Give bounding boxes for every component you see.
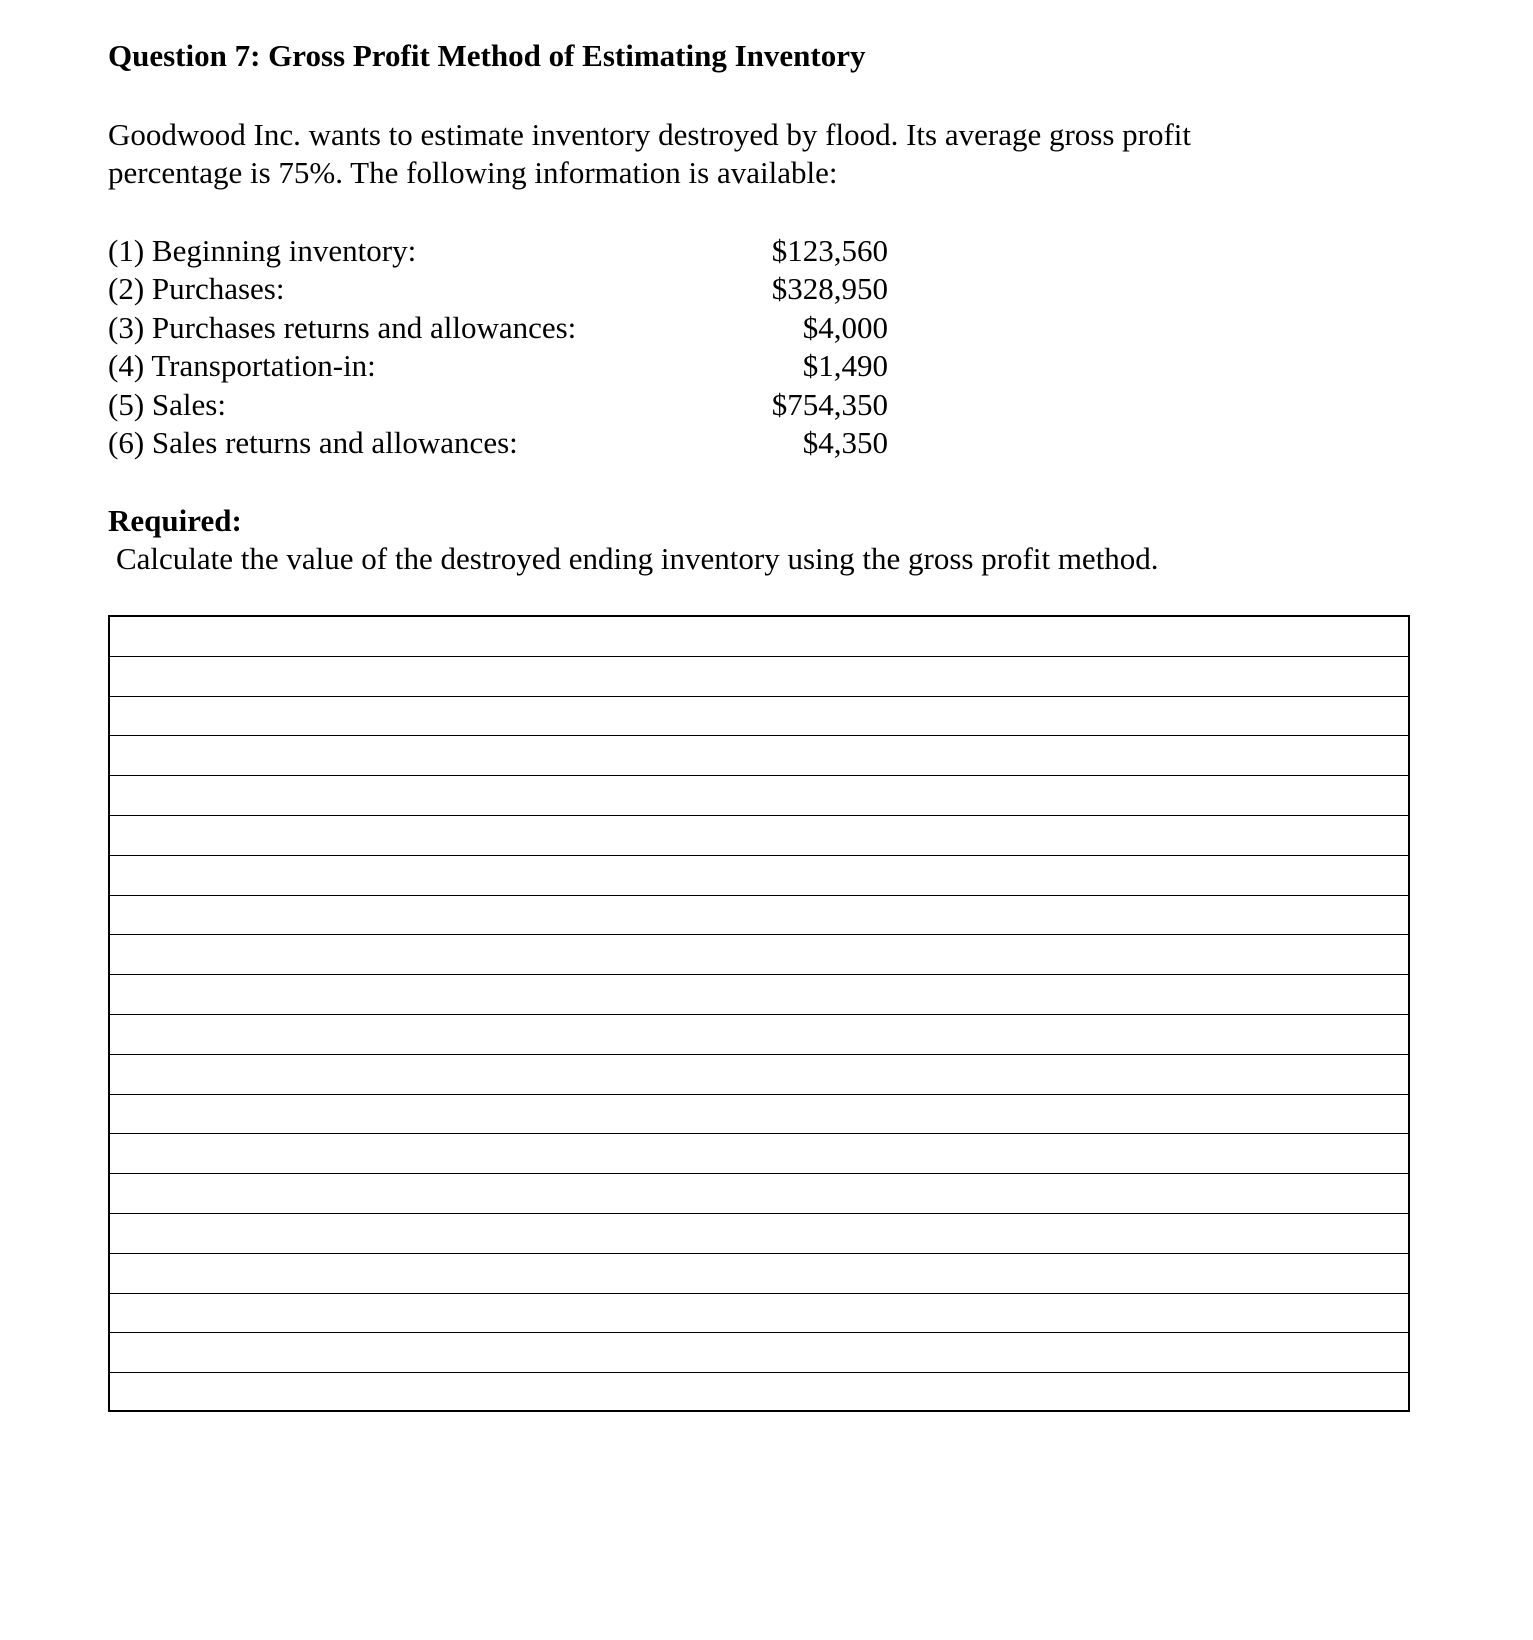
question-intro <box>108 116 1408 192</box>
data-label: (3) Purchases returns and allowances: <box>108 309 577 345</box>
data-row-transportation-in <box>108 347 888 385</box>
data-label: (2) Purchases: <box>108 271 285 307</box>
answer-row[interactable] <box>110 1254 1408 1294</box>
answer-row[interactable] <box>110 697 1408 737</box>
data-amount: $123,560 <box>771 233 888 268</box>
answer-row[interactable] <box>110 816 1408 856</box>
data-row-sales <box>108 386 888 424</box>
data-label: (4) Transportation-in: <box>108 348 376 384</box>
data-label: (1) Beginning inventory: <box>108 233 417 268</box>
answer-row[interactable] <box>110 1333 1408 1373</box>
data-row-purchases-returns <box>108 309 888 347</box>
intro-line-2: percentage is 75%. The following information is available: <box>108 155 838 190</box>
answer-grid[interactable] <box>108 615 1410 1412</box>
answer-row[interactable] <box>110 657 1408 697</box>
given-data-table <box>108 232 888 462</box>
required-text: Calculate the value of the destroyed ending inventory using the gross profit method. <box>116 541 1159 576</box>
data-amount: $4,000 <box>802 309 888 345</box>
answer-row[interactable] <box>110 1214 1408 1254</box>
data-row-beginning-inventory <box>108 232 888 270</box>
answer-row[interactable] <box>110 1055 1408 1095</box>
data-amount: $4,350 <box>802 425 888 461</box>
data-row-sales-returns <box>108 424 888 462</box>
data-row-purchases <box>108 270 888 308</box>
intro-line-1: Goodwood Inc. wants to estimate inventory destroyed by flood. Its average gross profit <box>108 117 1192 152</box>
answer-row[interactable] <box>110 1134 1408 1174</box>
answer-row[interactable] <box>110 935 1408 975</box>
required-section <box>108 502 1159 578</box>
data-label: (5) Sales: <box>108 386 226 422</box>
data-amount: $328,950 <box>771 271 888 307</box>
data-amount: $1,490 <box>802 348 888 384</box>
answer-row[interactable] <box>110 617 1408 657</box>
answer-row[interactable] <box>110 1294 1408 1334</box>
answer-row[interactable] <box>110 856 1408 896</box>
required-label: Required: <box>108 503 242 538</box>
question-title: Question 7: Gross Profit Method of Estimating Inventory <box>108 38 866 73</box>
answer-row[interactable] <box>110 896 1408 936</box>
data-label: (6) Sales returns and allowances: <box>108 425 518 461</box>
data-amount: $754,350 <box>771 386 888 422</box>
answer-row[interactable] <box>110 776 1408 816</box>
answer-row[interactable] <box>110 1015 1408 1055</box>
answer-row[interactable] <box>110 1174 1408 1214</box>
answer-row[interactable] <box>110 1373 1408 1413</box>
answer-row[interactable] <box>110 1095 1408 1135</box>
answer-row[interactable] <box>110 975 1408 1015</box>
answer-row[interactable] <box>110 736 1408 776</box>
